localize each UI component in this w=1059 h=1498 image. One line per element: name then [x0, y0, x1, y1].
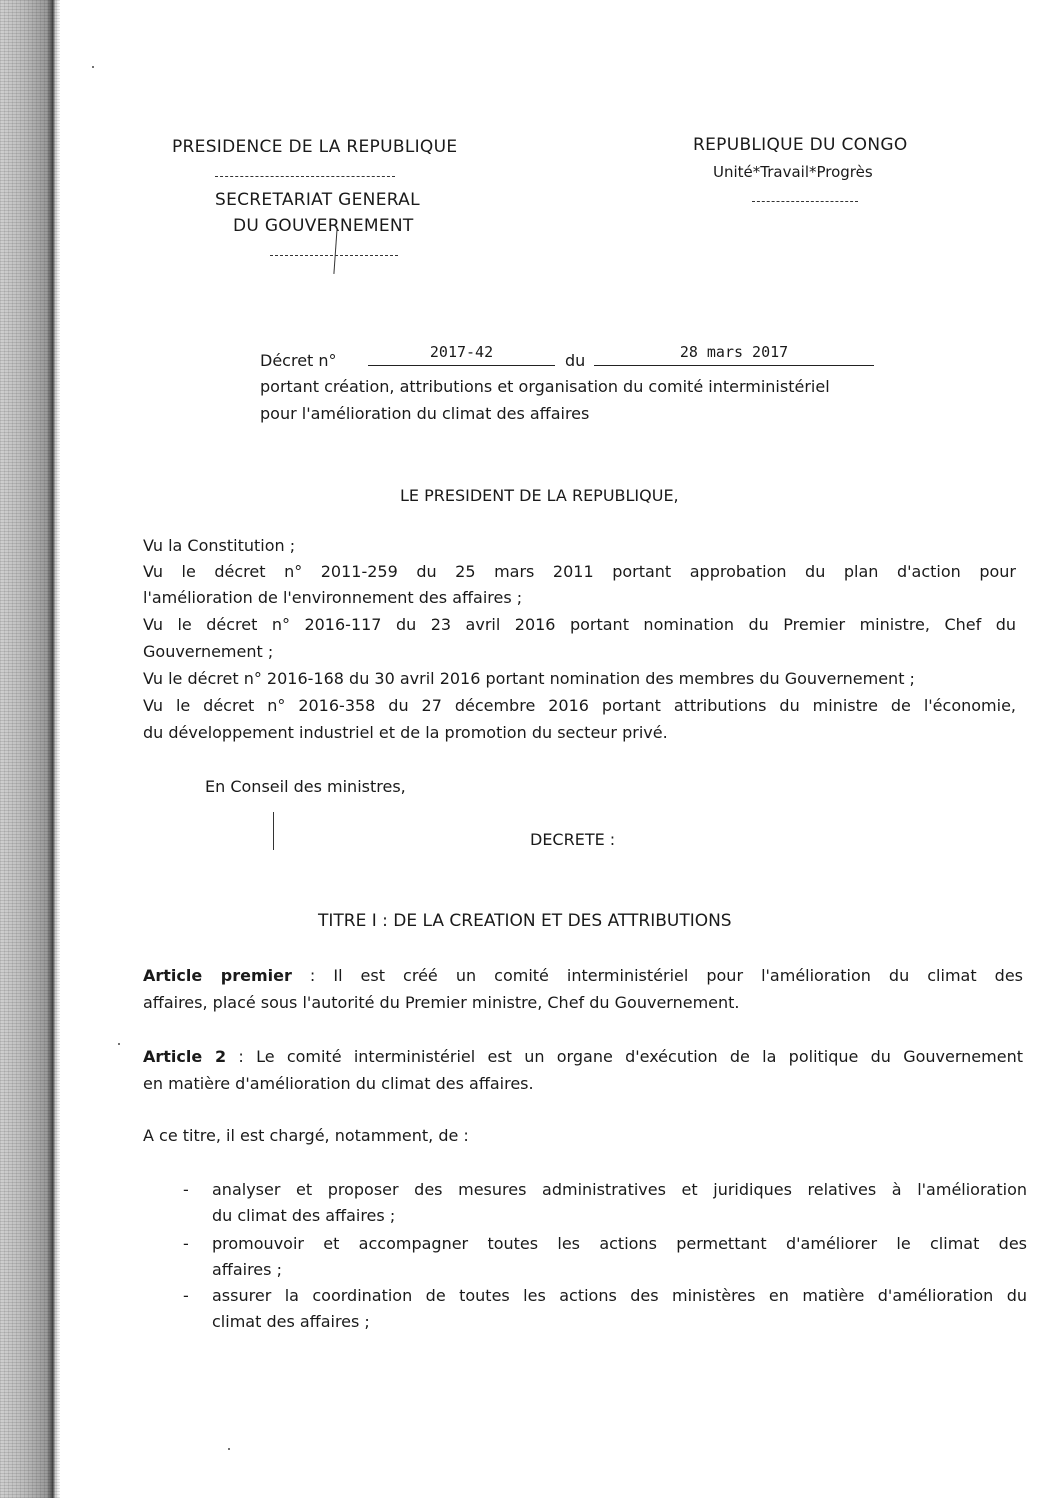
- decrete-heading: DECRETE :: [530, 830, 616, 849]
- president-heading: LE PRESIDENT DE LA REPUBLIQUE,: [400, 486, 679, 505]
- presidence-heading: PRESIDENCE DE LA REPUBLIQUE: [172, 137, 458, 157]
- decree-label: Décret n°: [260, 351, 337, 370]
- visa-2016-168: Vu le décret n° 2016-168 du 30 avril 2016 portant nomination des membres du Gouvernement ;: [143, 669, 915, 688]
- header-right-divider: [752, 201, 858, 202]
- margin-dot: [118, 1043, 120, 1045]
- bullet-2-line2: affaires ;: [212, 1260, 282, 1279]
- conseil-des-ministres: En Conseil des ministres,: [205, 777, 406, 796]
- visa-2016-358-line1: Vu le décret n° 2016-358 du 27 décembre 2016 portant attributions du ministre de l'économie,: [143, 696, 1016, 715]
- bullet-marker: -: [183, 1234, 189, 1253]
- secretariat-heading: SECRETARIAT GENERAL: [215, 190, 420, 210]
- bullet-3-line1: assurer la coordination de toutes les actions des ministères en matière d'amélioration du: [212, 1286, 1027, 1305]
- visa-2016-117-line1: Vu le décret n° 2016-117 du 23 avril 2016 portant nomination du Premier ministre, Chef du: [143, 615, 1016, 634]
- article-1-text: : Il est créé un comité interministériel pour l'amélioration du climat des: [291, 966, 1023, 985]
- bullet-2-line1: promouvoir et accompagner toutes les actions permettant d'améliorer le climat des: [212, 1234, 1027, 1253]
- visa-2016-117-line2: Gouvernement ;: [143, 642, 274, 661]
- visa-constitution: Vu la Constitution ;: [143, 536, 296, 555]
- article-2-line1: [143, 1046, 1023, 1068]
- visa-2016-358-line2: du développement industriel et de la promotion du secteur privé.: [143, 723, 668, 742]
- article-1-line2: affaires, placé sous l'autorité du Premier ministre, Chef du Gouvernement.: [143, 993, 740, 1012]
- bullet-marker: -: [183, 1286, 189, 1305]
- article-2-line2: en matière d'amélioration du climat des affaires.: [143, 1074, 534, 1093]
- scan-speck: [92, 66, 94, 68]
- article-1-line1: [143, 965, 1023, 987]
- motto: Unité*Travail*Progrès: [713, 163, 873, 181]
- decree-number: 2017-42: [368, 343, 555, 366]
- article-2-label: Article 2: [143, 1047, 227, 1066]
- bullet-marker: -: [183, 1180, 189, 1199]
- bullet-1-line2: du climat des affaires ;: [212, 1206, 396, 1225]
- decree-subject-line1: portant création, attributions et organisation du comité interministériel: [260, 377, 830, 396]
- decree-subject-line2: pour l'amélioration du climat des affaires: [260, 404, 590, 423]
- visa-2011-259-line2: l'amélioration de l'environnement des affaires ;: [143, 588, 523, 607]
- country-heading: REPUBLIQUE DU CONGO: [693, 135, 908, 155]
- article-2-text: : Le comité interministériel est un organe d'exécution de la politique du Gouvernement: [226, 1047, 1023, 1066]
- titre-heading: TITRE I : DE LA CREATION ET DES ATTRIBUTIONS: [318, 911, 732, 931]
- scan-speck: [228, 1448, 230, 1450]
- gouvernement-heading: DU GOUVERNEMENT: [233, 216, 414, 236]
- decree-date: 28 mars 2017: [594, 343, 874, 366]
- scan-edge: [0, 0, 60, 1498]
- header-left-divider: [215, 176, 395, 177]
- bullet-3-line2: climat des affaires ;: [212, 1312, 370, 1331]
- bullet-1-line1: analyser et proposer des mesures administratives et juridiques relatives à l'amélioration: [212, 1180, 1027, 1199]
- margin-mark: [273, 812, 274, 850]
- a-ce-titre: A ce titre, il est chargé, notamment, de :: [143, 1126, 469, 1145]
- article-1-label: Article premier: [143, 966, 292, 985]
- decree-du: du: [565, 351, 586, 370]
- visa-2011-259-line1: Vu le décret n° 2011-259 du 25 mars 2011 portant approbation du plan d'action pour: [143, 562, 1016, 581]
